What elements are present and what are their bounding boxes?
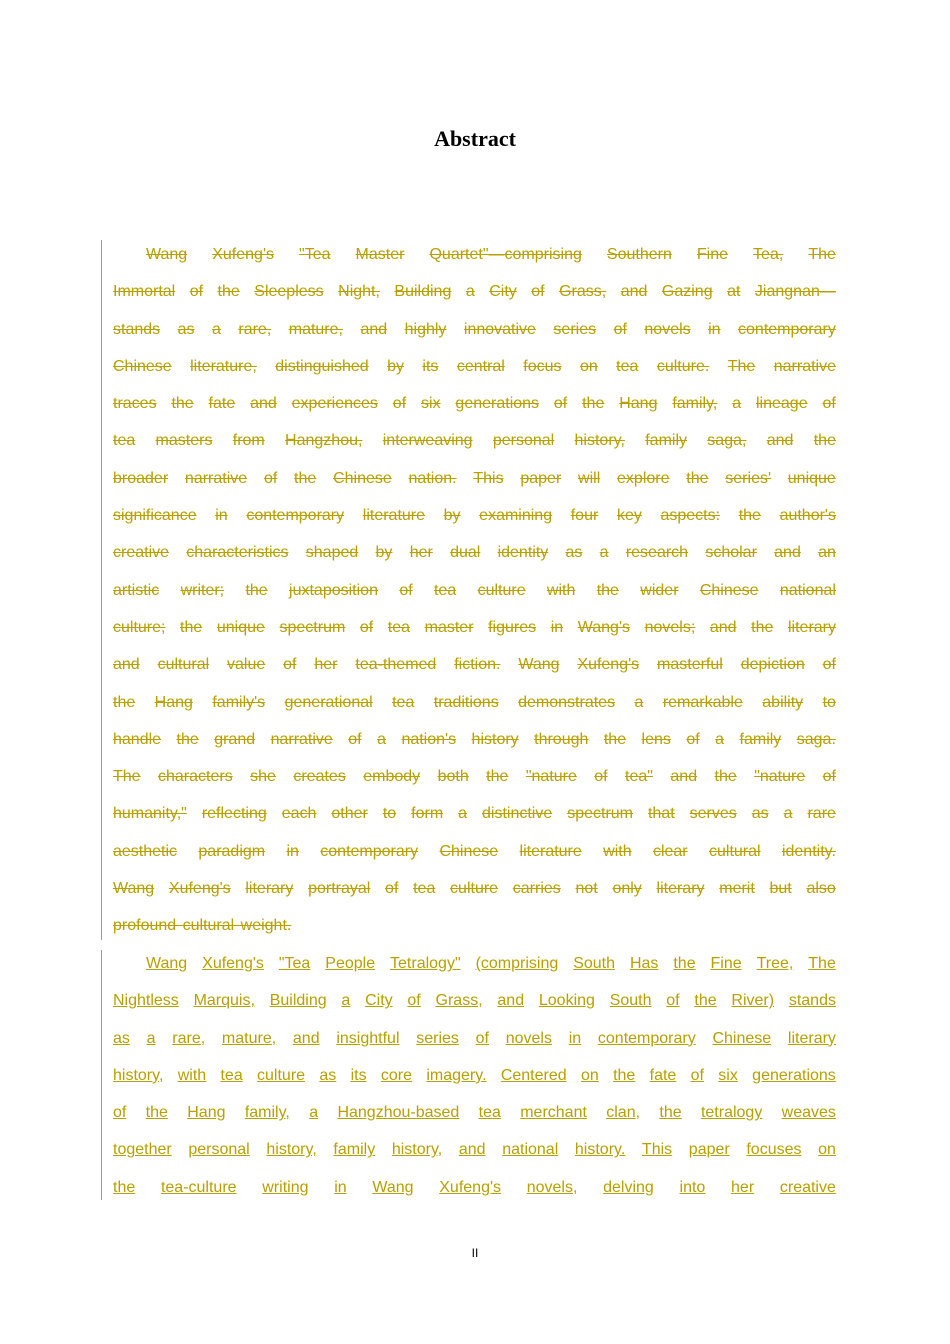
text-line: the tea-culture writing in Wang Xufeng's novels, delving into her creative [113, 1178, 836, 1196]
page-number: II [471, 1246, 479, 1260]
text-line: history, with tea culture as its core imagery. Centered on the fate of six generations [113, 1066, 836, 1084]
text-line: traces the fate and experiences of six generations of the Hang family, a lineage of [113, 395, 836, 413]
text-line: as a rare, mature, and insightful series of novels in contemporary Chinese literary [113, 1029, 836, 1047]
inserted-paragraph [113, 945, 836, 1206]
text-line: tea masters from Hangzhou, interweaving personal history, family saga, and the [113, 432, 836, 450]
text-line: Chinese literature, distinguished by its central focus on tea culture. The narrative [113, 357, 836, 375]
text-line: the Hang family's generational tea traditions demonstrates a remarkable ability to [113, 693, 836, 711]
revision-change-bar [101, 950, 102, 1200]
text-line: Nightless Marquis, Building a City of Grass, and Looking South of the River) stands [113, 992, 836, 1010]
text-line: Wang Xufeng's "Tea Master Quartet"—comprising Southern Fine Tea, The [146, 246, 836, 263]
text-line: humanity," reflecting each other to form a distinctive spectrum that serves as a rare [113, 805, 836, 823]
text-line: culture; the unique spectrum of tea master figures in Wang's novels; and the literary [113, 618, 836, 636]
revision-change-bar [101, 240, 102, 940]
text-line: Wang Xufeng's literary portrayal of tea culture carries not only literary merit but also [113, 880, 836, 898]
text-line: aesthetic paradigm in contemporary Chinese literature with clear cultural identity. [113, 842, 836, 860]
text-line: artistic writer; the juxtaposition of tea culture with the wider Chinese national [113, 581, 836, 599]
text-line: creative characteristics shaped by her dual identity as a research scholar and an [113, 544, 836, 562]
text-line: profound cultural weight. [113, 917, 292, 935]
text-line: together personal history, family history, and national history. This paper focuses on [113, 1141, 836, 1159]
text-line: significance in contemporary literature by examining four key aspects: the author's [113, 507, 836, 525]
text-line: Wang Xufeng's "Tea People Tetralogy" (comprising South Has the Fine Tree, The [146, 955, 836, 972]
text-line: handle the grand narrative of a nation's history through the lens of a family saga. [113, 730, 836, 748]
text-line: of the Hang family, a Hangzhou-based tea merchant clan, the tetralogy weaves [113, 1104, 836, 1122]
deleted-paragraph [113, 236, 836, 945]
text-line: Immortal of the Sleepless Night, Building a City of Grass, and Gazing at Jiangnan— [113, 283, 836, 301]
abstract-title: Abstract [434, 126, 516, 151]
text-line: and cultural value of her tea-themed fiction. Wang Xufeng's masterful depiction of [113, 656, 836, 674]
text-line: stands as a rare, mature, and highly innovative series of novels in contemporary [113, 320, 836, 338]
text-line: broader narrative of the Chinese nation. This paper will explore the series' unique [113, 469, 836, 487]
text-line: The characters she creates embody both the "nature of tea" and the "nature of [113, 768, 836, 786]
